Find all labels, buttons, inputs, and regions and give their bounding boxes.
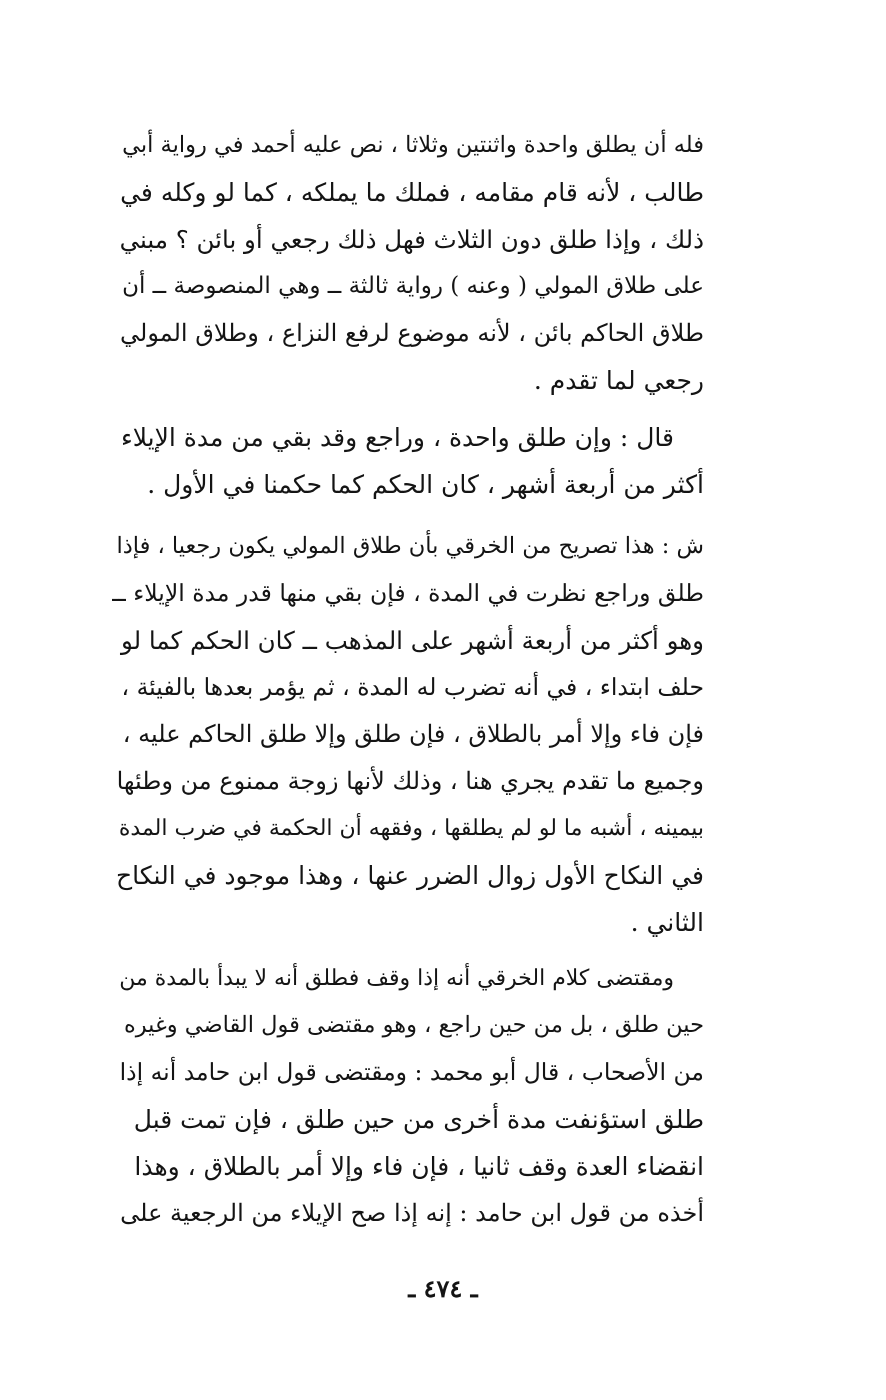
text-line: وهو أكثر من أربعة أشهر على المذهب ــ كان الحكم كما لو	[120, 626, 704, 655]
text-line: الثاني .	[630, 908, 704, 937]
text-line: رجعي لما تقدم .	[533, 366, 704, 395]
text-line: بيمينه ، أشبه ما لو لم يطلقها ، وفقهه أن الحكمة في ضرب المدة	[118, 816, 704, 841]
paragraph-4	[112, 955, 704, 1237]
text-line: قال : وإن طلق واحدة ، وراجع وقد بقي من مدة الإيلاء	[120, 423, 674, 452]
text-line: فله أن يطلق واحدة واثنتين وثلاثا ، نص عليه أحمد في رواية أبي	[122, 132, 704, 158]
text-line: فإن فاء وإلا أمر بالطلاق ، فإن طلق وإلا طلق الحاكم عليه ،	[122, 720, 704, 748]
text-line: طلاق الحاكم بائن ، لأنه موضوع لرفع النزاع ، وطلاق المولي	[120, 319, 704, 347]
text-line: حلف ابتداء ، في أنه تضرب له المدة ، ثم يؤمر بعدها بالفيئة ،	[121, 673, 704, 701]
text-line: ومقتضى كلام الخرقي أنه إذا وقف فطلق أنه لا يبدأ بالمدة من	[119, 966, 674, 991]
paragraph-3	[112, 523, 704, 946]
text-line: ش : هذا تصريح من الخرقي بأن طلاق المولي يكون رجعيا ، فإذا	[116, 533, 704, 559]
text-line: على طلاق المولي ( وعنه ) رواية ثالثة ــ وهي المنصوصة ــ أن	[122, 273, 704, 299]
text-line: ذلك ، وإذا طلق دون الثلاث فهل ذلك رجعي أو بائن ؟ مبني	[119, 225, 704, 254]
text-line: حين طلق ، بل من حين راجع ، وهو مقتضى قول القاضي وغيره	[123, 1012, 704, 1038]
text-line: أكثر من أربعة أشهر ، كان الحكم كما حكمنا في الأول .	[147, 470, 704, 499]
paragraph-2	[112, 414, 704, 508]
text-line: انقضاء العدة وقف ثانيا ، فإن فاء وإلا أمر بالطلاق ، وهذا	[134, 1152, 704, 1181]
text-line: أخذه من قول ابن حامد : إنه إذا صح الإيلاء من الرجعية على	[120, 1199, 704, 1227]
page-number: ـ ٤٧٤ ـ	[408, 1274, 478, 1303]
text-line: طالب ، لأنه قام مقامه ، فملك ما يملكه ، كما لو وكله في	[120, 178, 704, 207]
text-line: من الأصحاب ، قال أبو محمد : ومقتضى قول ابن حامد أنه إذا	[119, 1058, 704, 1086]
text-line: في النكاح الأول زوال الضرر عنها ، وهذا موجود في النكاح	[116, 861, 704, 890]
paragraph-1	[112, 122, 704, 404]
text-line: طلق استؤنفت مدة أخرى من حين طلق ، فإن تمت قبل	[133, 1105, 704, 1134]
text-line: طلق وراجع نظرت في المدة ، فإن بقي منها قدر مدة الإيلاء ــ	[112, 579, 704, 607]
text-line: وجميع ما تقدم يجري هنا ، وذلك لأنها زوجة ممنوع من وطئها	[116, 767, 704, 795]
